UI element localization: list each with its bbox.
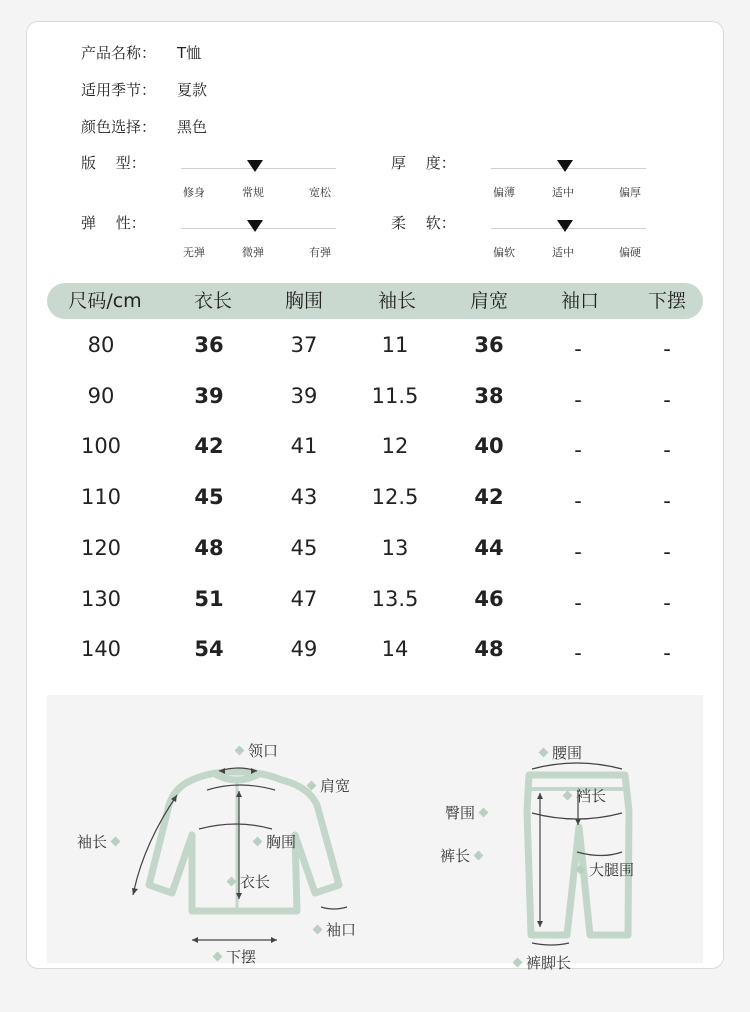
cell-sleeve: 11.5 (371, 383, 419, 408)
cell-chest: 47 (290, 586, 318, 611)
header-size: 尺码/cm (68, 290, 142, 312)
cell-chest: 41 (290, 434, 318, 459)
label-chest (249, 831, 296, 852)
cell-sleeve: 13.5 (371, 586, 419, 611)
cell-shoulder: 36 (474, 333, 504, 357)
cell-chest: 49 (290, 637, 318, 662)
cell-cuff: - (574, 489, 582, 514)
label-waist (535, 742, 582, 763)
cell-hem: - (663, 641, 671, 666)
scale-fit-marker (247, 160, 263, 172)
cell-shoulder: 40 (474, 434, 504, 459)
diamond-icon (227, 877, 237, 887)
label-thigh (572, 859, 634, 880)
cell-size: 80 (87, 333, 115, 357)
cell-shoulder: 42 (474, 485, 504, 510)
label-thigh-text: 大腿围 (589, 861, 635, 879)
cell-shoulder: 48 (474, 637, 504, 662)
cell-length: 39 (194, 383, 224, 408)
label-sleeve (77, 831, 124, 852)
scale-fit-option: 修身 (183, 186, 205, 199)
diamond-icon (307, 781, 317, 791)
cell-shoulder: 44 (474, 535, 504, 560)
scale-thickness-option: 适中 (552, 186, 574, 199)
scale-softness-label: 柔 软： (391, 214, 456, 232)
cell-size: 90 (87, 383, 115, 408)
cell-chest: 43 (290, 485, 318, 510)
cell-hem: - (663, 590, 671, 615)
label-chest-text: 胸围 (266, 833, 297, 851)
scale-elasticity-option: 有弹 (309, 246, 331, 259)
label-collar (231, 740, 278, 761)
diamond-icon (479, 808, 489, 818)
product-name-label: 产品名称： (81, 44, 157, 62)
scale-softness-option: 偏软 (493, 246, 515, 259)
scale-softness-option: 偏硬 (619, 246, 641, 259)
header-sleeve: 袖长 (377, 290, 417, 312)
label-rise-text: 裆长 (576, 787, 607, 805)
label-hem (209, 946, 256, 967)
diamond-icon (313, 925, 323, 935)
header-cuff: 袖口 (560, 290, 600, 312)
cell-length: 54 (194, 637, 224, 662)
label-hip (445, 802, 492, 823)
cell-cuff: - (574, 641, 582, 666)
label-pants-length-text: 裤长 (440, 847, 471, 865)
cell-sleeve: 12.5 (371, 485, 419, 510)
label-sleeve-text: 袖长 (77, 833, 108, 851)
measurement-diagram (47, 695, 703, 972)
label-shoulder-text: 肩宽 (320, 777, 351, 795)
diamond-icon (474, 851, 484, 861)
garment-illustration (47, 695, 703, 963)
scale-thickness-option: 偏薄 (493, 186, 515, 199)
product-name-value: T恤 (177, 44, 202, 62)
color-label: 颜色选择： (81, 118, 157, 136)
scale-elasticity-label: 弹 性： (81, 214, 146, 232)
scale-fit-option: 宽松 (309, 186, 331, 199)
season-row (81, 79, 207, 100)
diamond-icon (235, 746, 245, 756)
label-collar-text: 领口 (248, 742, 279, 760)
cell-sleeve: 11 (381, 333, 409, 357)
scale-fit-option: 常规 (242, 186, 264, 199)
scale-elasticity-option: 无弹 (183, 246, 205, 259)
diamond-icon (111, 837, 121, 847)
diamond-icon (513, 958, 523, 968)
scale-fit-label: 版 型： (81, 154, 146, 172)
label-waist-text: 腰围 (552, 744, 583, 762)
cell-chest: 39 (290, 383, 318, 408)
label-rise (559, 785, 606, 806)
diamond-icon (539, 748, 549, 758)
cell-sleeve: 12 (381, 434, 409, 459)
label-leg-opening-text: 裤脚长 (526, 954, 572, 972)
cell-hem: - (663, 387, 671, 412)
cell-cuff: - (574, 387, 582, 412)
label-length-text: 衣长 (240, 873, 271, 891)
cell-hem: - (663, 489, 671, 514)
cell-cuff: - (574, 438, 582, 463)
cell-size: 120 (80, 535, 122, 560)
cell-size: 100 (80, 434, 122, 459)
cell-length: 36 (194, 333, 224, 357)
cell-length: 45 (194, 485, 224, 510)
label-pants-length (440, 845, 487, 866)
diamond-icon (253, 837, 263, 847)
cell-hem: - (663, 539, 671, 564)
cell-cuff: - (574, 590, 582, 615)
label-length (223, 871, 270, 892)
label-shoulder (303, 775, 350, 796)
label-cuff (309, 919, 356, 940)
diamond-icon (213, 952, 223, 962)
cell-shoulder: 38 (474, 383, 504, 408)
label-leg-opening (509, 952, 571, 973)
cell-chest: 37 (290, 333, 318, 357)
season-value: 夏款 (177, 81, 208, 99)
cell-length: 51 (194, 586, 224, 611)
cell-length: 42 (194, 434, 224, 459)
header-shoulder: 肩宽 (469, 290, 509, 312)
size-table-header (47, 283, 703, 319)
scale-elasticity-marker (247, 220, 263, 232)
cell-chest: 45 (290, 535, 318, 560)
cell-length: 48 (194, 535, 224, 560)
cell-sleeve: 14 (381, 637, 409, 662)
label-cuff-text: 袖口 (326, 921, 357, 939)
product-name-row (81, 42, 201, 63)
scale-thickness-label: 厚 度： (391, 154, 456, 172)
scale-elasticity-option: 微弹 (242, 246, 264, 259)
cell-hem: - (663, 337, 671, 361)
header-chest: 胸围 (284, 290, 324, 312)
label-hem-text: 下摆 (226, 948, 257, 966)
header-length: 衣长 (193, 290, 233, 312)
color-value: 黑色 (177, 118, 208, 136)
size-chart-card (26, 21, 724, 972)
color-row (81, 116, 207, 137)
scale-thickness-option: 偏厚 (619, 186, 641, 199)
diamond-icon (576, 865, 586, 875)
cell-sleeve: 13 (381, 535, 409, 560)
header-hem: 下摆 (647, 290, 687, 312)
diamond-icon (563, 791, 573, 801)
cell-cuff: - (574, 539, 582, 564)
scale-softness-option: 适中 (552, 246, 574, 259)
cell-hem: - (663, 438, 671, 463)
label-hip-text: 臀围 (445, 804, 476, 822)
scale-thickness-marker (557, 160, 573, 172)
cell-shoulder: 46 (474, 586, 504, 611)
cell-size: 110 (80, 485, 122, 510)
cell-cuff: - (574, 337, 582, 361)
scale-softness-marker (557, 220, 573, 232)
season-label: 适用季节： (81, 81, 157, 99)
cell-size: 140 (80, 637, 122, 662)
cell-size: 130 (80, 586, 122, 611)
